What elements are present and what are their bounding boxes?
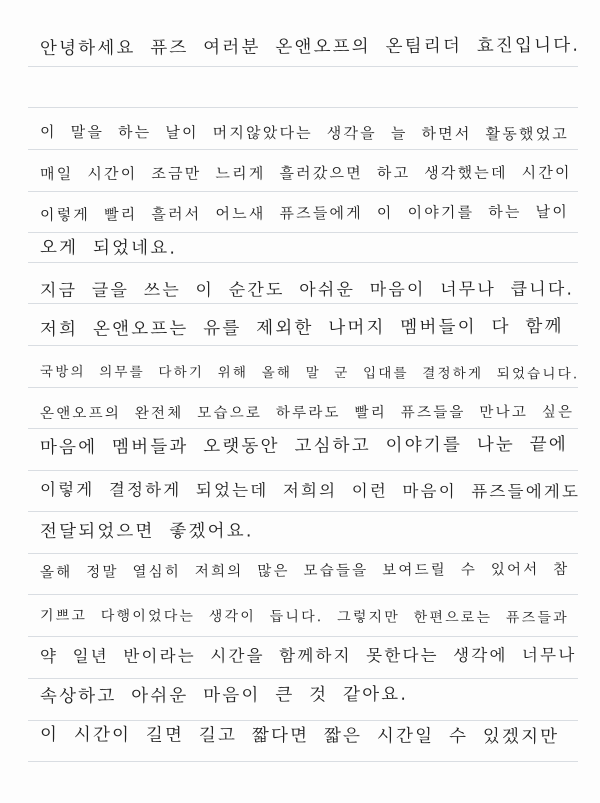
letter-text-line: 이렇게 결정하게 되었는데 저희의 이런 마음이 퓨즈들에게도 xyxy=(39,480,581,502)
letter-text-line: 기쁘고 다행이었다는 생각이 듭니다. 그렇지만 한편으로는 퓨즈들과 xyxy=(39,608,569,627)
letter-greeting-line: 안녕하세요 퓨즈 여러분 온앤오프의 온팀리더 효진입니다. xyxy=(39,35,581,59)
letter-text-line: 이렇게 빨리 흘러서 어느새 퓨즈들에게 이 이야기를 하는 날이 xyxy=(39,202,570,224)
letter-text-line: 전달되었으면 좋겠어요. xyxy=(39,521,254,542)
ruled-line xyxy=(28,678,578,679)
ruled-line xyxy=(28,191,578,192)
ruled-line xyxy=(28,149,578,150)
letter-text-line: 국방의 의무를 다하기 위해 올해 말 군 입대를 결정하게 되었습니다. xyxy=(39,364,580,383)
ruled-line xyxy=(28,636,578,637)
ruled-line xyxy=(28,345,578,346)
letter-text-line: 저희 온앤오프는 유를 제외한 나머지 멤버들이 다 함께 xyxy=(39,316,564,340)
letter-text-line: 이 시간이 길면 길고 짧다면 짧은 시간일 수 있겠지만 xyxy=(39,725,560,748)
ruled-line xyxy=(28,107,578,108)
letter-text-line: 오게 되었네요. xyxy=(39,238,178,259)
letter-text-line: 지금 글을 쓰는 이 순간도 아쉬운 마음이 너무나 큽니다. xyxy=(39,279,575,301)
letter-text-line: 매일 시간이 조금만 느리게 흘러갔으면 하고 생각했는데 시간이 xyxy=(39,163,572,183)
ruled-line xyxy=(28,387,578,388)
ruled-line xyxy=(28,761,578,762)
ruled-line xyxy=(28,511,578,512)
ruled-line xyxy=(28,594,578,595)
ruled-line xyxy=(28,303,578,304)
ruled-line xyxy=(28,262,578,263)
letter-text-line: 온앤오프의 완전체 모습으로 하루라도 빨리 퓨즈들을 만나고 싶은 xyxy=(39,404,575,422)
ruled-line xyxy=(28,232,578,233)
ruled-line xyxy=(28,66,578,67)
ruled-line xyxy=(28,553,578,554)
letter-text-line: 올해 정말 열심히 저희의 많은 모습들을 보여드릴 수 있어서 참 xyxy=(39,561,570,581)
letter-text-line: 이 말을 하는 날이 머지않았다는 생각을 늘 하면서 활동했었고 xyxy=(39,123,570,144)
ruled-line xyxy=(28,720,578,721)
ruled-line xyxy=(28,428,578,429)
letter-text-line: 약 일년 반이라는 시간을 함께하지 못한다는 생각에 너무나 xyxy=(39,645,577,666)
ruled-line xyxy=(28,470,578,471)
letter-text-line: 속상하고 아쉬운 마음이 큰 것 같아요. xyxy=(39,684,409,707)
letter-text-line: 마음에 멤버들과 오랫동안 고심하고 이야기를 나눈 끝에 xyxy=(39,434,569,458)
